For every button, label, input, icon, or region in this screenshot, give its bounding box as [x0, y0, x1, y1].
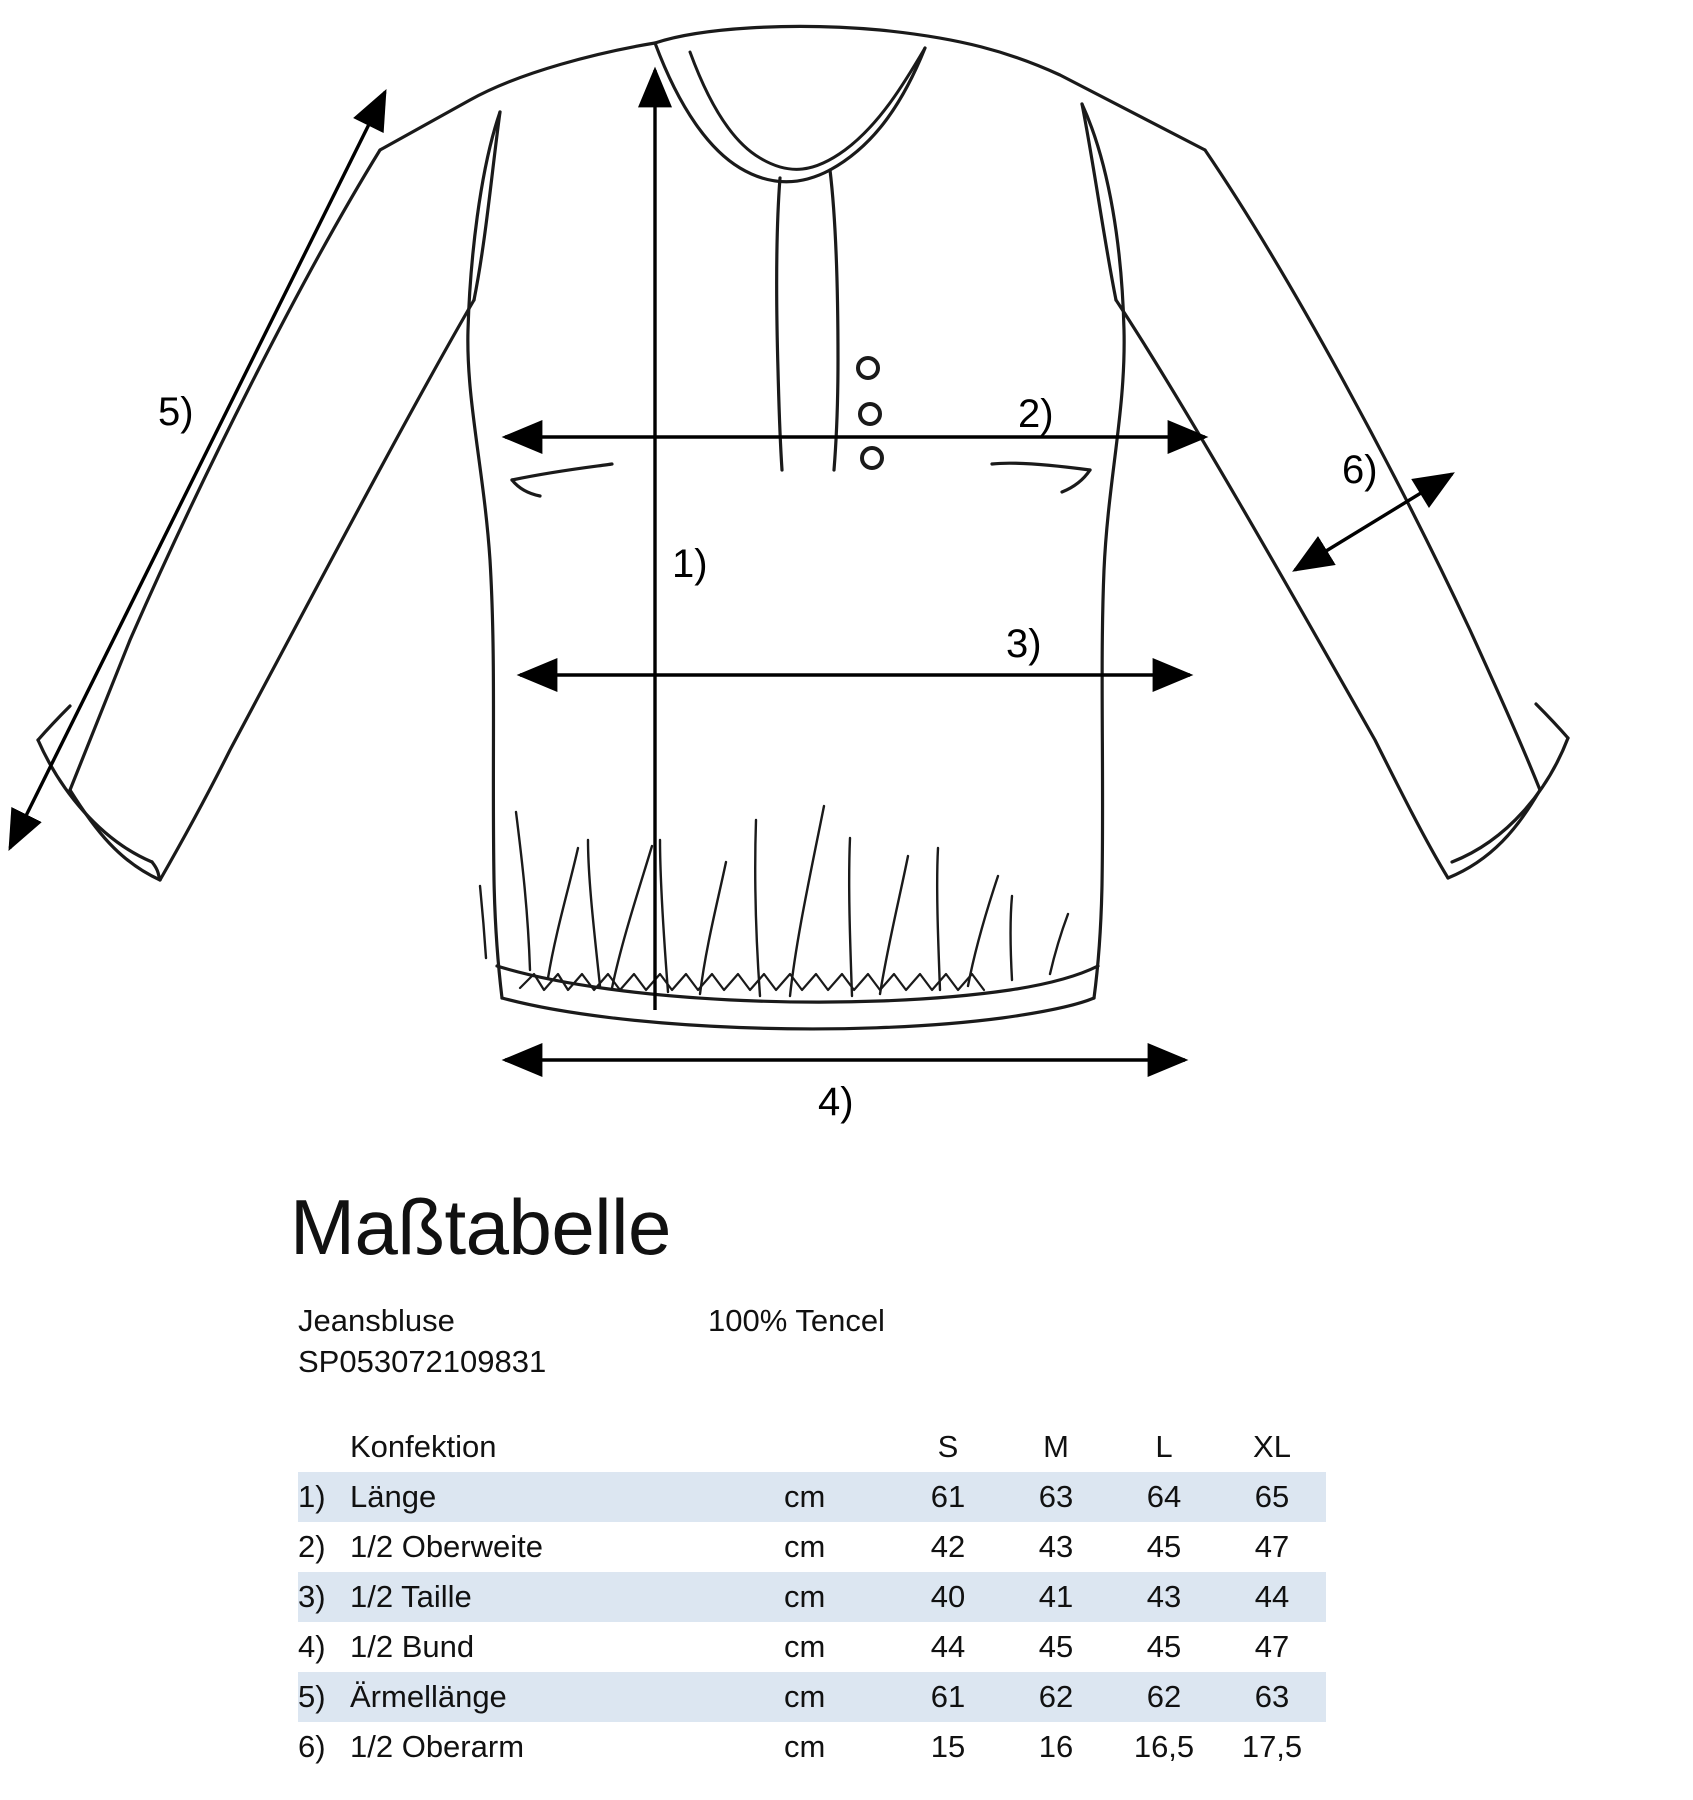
row-value-l: 45: [1146, 1529, 1182, 1564]
header-konfektion: Konfektion: [350, 1429, 497, 1464]
meta-row: [298, 1341, 1298, 1382]
row-label: 1/2 Oberarm: [350, 1729, 525, 1764]
meta-row: [298, 1300, 1298, 1341]
row-num: 5): [298, 1679, 326, 1714]
product-material: 100% Tencel: [708, 1303, 885, 1338]
row-num: 6): [298, 1729, 326, 1764]
row-value-m: 41: [1038, 1579, 1074, 1614]
product-code: SP053072109831: [298, 1344, 547, 1379]
row-label: Ärmellänge: [350, 1679, 507, 1714]
table-row: [298, 1672, 1326, 1722]
blouse-outline: [38, 26, 1568, 1028]
row-value-xl: 47: [1254, 1629, 1290, 1664]
row-value-xl: 47: [1254, 1529, 1290, 1564]
row-value-s: 40: [930, 1579, 966, 1614]
header-size-l: L: [1155, 1429, 1173, 1464]
callout-label-6: 6): [1342, 448, 1378, 492]
row-value-s: 42: [930, 1529, 966, 1564]
table-header-row: [298, 1422, 1326, 1472]
row-value-m: 45: [1038, 1629, 1074, 1664]
row-value-m: 43: [1038, 1529, 1074, 1564]
row-label: 1/2 Oberweite: [350, 1529, 543, 1564]
row-num: 1): [298, 1479, 326, 1514]
measurement-table: [298, 1422, 1326, 1772]
row-value-s: 61: [930, 1679, 966, 1714]
table-title: Maßtabelle: [290, 1183, 671, 1271]
row-value-xl: 17,5: [1241, 1729, 1303, 1764]
row-value-l: 62: [1146, 1679, 1182, 1714]
row-num: 4): [298, 1629, 326, 1664]
row-unit: cm: [784, 1679, 826, 1714]
row-unit: cm: [784, 1529, 826, 1564]
table-row: [298, 1472, 1326, 1522]
row-label: 1/2 Bund: [350, 1629, 475, 1664]
table-row: [298, 1572, 1326, 1622]
row-value-l: 45: [1146, 1629, 1182, 1664]
row-unit: cm: [784, 1579, 826, 1614]
header-num: [298, 1422, 346, 1472]
header-size-s: S: [937, 1429, 959, 1464]
table-row: [298, 1522, 1326, 1572]
row-label: 1/2 Taille: [350, 1579, 472, 1614]
row-value-s: 44: [930, 1629, 966, 1664]
header-size-xl: XL: [1253, 1429, 1291, 1464]
table-row: [298, 1622, 1326, 1672]
header-unit: [770, 1422, 894, 1472]
row-value-s: 61: [930, 1479, 966, 1514]
callout-label-1: 1): [672, 542, 708, 586]
row-value-l: 64: [1146, 1479, 1182, 1514]
callout-label-5: 5): [158, 390, 194, 434]
row-unit: cm: [784, 1729, 826, 1764]
measurement-arrows: [10, 70, 1452, 1060]
product-meta: [298, 1300, 1298, 1382]
row-value-xl: 63: [1254, 1679, 1290, 1714]
callout-label-3: 3): [1006, 622, 1042, 666]
row-value-m: 63: [1038, 1479, 1074, 1514]
row-value-m: 16: [1038, 1729, 1074, 1764]
product-name: Jeansbluse: [298, 1303, 455, 1338]
row-num: 2): [298, 1529, 326, 1564]
row-value-l: 16,5: [1133, 1729, 1195, 1764]
row-value-xl: 44: [1254, 1579, 1290, 1614]
row-unit: cm: [784, 1629, 826, 1664]
row-unit: cm: [784, 1479, 826, 1514]
row-value-xl: 65: [1254, 1479, 1290, 1514]
row-value-s: 15: [930, 1729, 966, 1764]
row-value-l: 43: [1146, 1579, 1182, 1614]
header-size-m: M: [1043, 1429, 1069, 1464]
table-row: [298, 1722, 1326, 1772]
row-label: Länge: [350, 1479, 437, 1514]
row-num: 3): [298, 1579, 326, 1614]
callout-label-4: 4): [818, 1080, 854, 1124]
callout-label-2: 2): [1018, 392, 1054, 436]
row-value-m: 62: [1038, 1679, 1074, 1714]
